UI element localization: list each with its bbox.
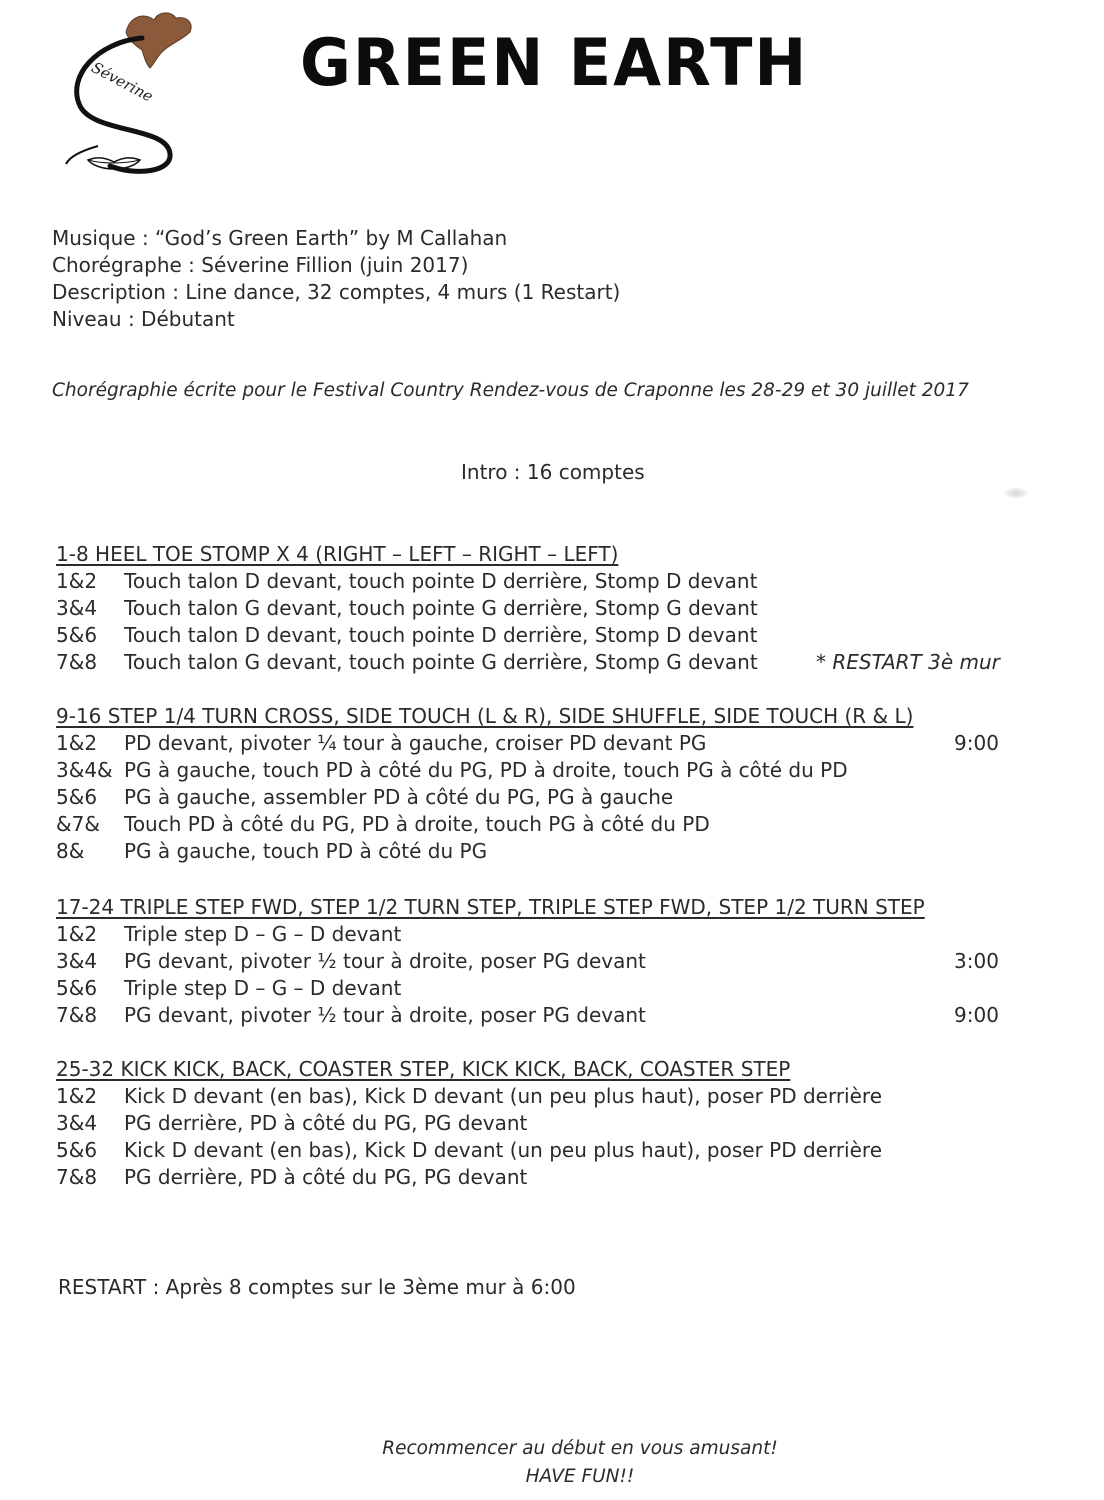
step-row (56, 975, 925, 1002)
step-count: 7&8 (56, 1003, 98, 1027)
step-count: 3&4 (56, 596, 98, 620)
restart-line: RESTART : Après 8 comptes sur le 3ème mur à 6:00 (58, 1275, 576, 1299)
music-line: Musique : “God’s Green Earth” by M Callahan (52, 226, 508, 250)
step-count: 3&4 (56, 1111, 98, 1135)
section-title: 9-16 STEP 1/4 TURN CROSS, SIDE TOUCH (L & R), SIDE SHUFFLE, SIDE TOUCH (R & L) (56, 704, 914, 728)
step-text: Touch talon D devant, touch pointe D derrière, Stomp D devant (124, 569, 758, 593)
section-title: 25-32 KICK KICK, BACK, COASTER STEP, KICK KICK, BACK, COASTER STEP (56, 1057, 791, 1081)
wall-direction: 3:00 (954, 949, 999, 973)
step-count: 1&2 (56, 569, 98, 593)
step-count: 1&2 (56, 922, 98, 946)
step-text: Kick D devant (en bas), Kick D devant (un peu plus haut), poser PD derrière (124, 1138, 883, 1162)
logo (58, 6, 200, 196)
step-count: 8& (56, 839, 85, 863)
step-text: PG derrière, PD à côté du PG, PG devant (124, 1111, 528, 1135)
step-row (56, 1137, 883, 1164)
step-row (56, 1083, 883, 1110)
step-row (56, 1110, 790, 1137)
step-count: 1&2 (56, 731, 98, 755)
step-text: Touch talon D devant, touch pointe D derrière, Stomp D devant (124, 623, 758, 647)
step-text: PG à gauche, touch PD à côté du PG, PD à droite, touch PG à côté du PD (124, 758, 848, 782)
dance-info (52, 225, 620, 333)
step-text: PG devant, pivoter ½ tour à droite, poser PG devant (124, 1003, 646, 1027)
section-9-16 (56, 703, 999, 865)
section-17-24 (56, 894, 999, 1029)
section-title: 17-24 TRIPLE STEP FWD, STEP 1/2 TURN STEP, TRIPLE STEP FWD, STEP 1/2 TURN STEP (56, 895, 925, 919)
signature: Séverine (88, 58, 157, 106)
step-row (56, 730, 999, 757)
step-row (56, 568, 758, 595)
step-count: 5&6 (56, 1138, 98, 1162)
step-row (56, 1164, 790, 1191)
wall-direction: 9:00 (954, 731, 999, 755)
intro-line: Intro : 16 comptes (461, 460, 645, 484)
step-text: Kick D devant (en bas), Kick D devant (un peu plus haut), poser PD derrière (124, 1084, 883, 1108)
step-row (56, 1002, 999, 1029)
section-title: 1-8 HEEL TOE STOMP X 4 (RIGHT – LEFT – RIGHT – LEFT) (56, 542, 619, 566)
step-row (56, 838, 913, 865)
have-fun-line: HAVE FUN!! (525, 1466, 635, 1487)
description-line: Description : Line dance, 32 comptes, 4 murs (1 Restart) (52, 280, 621, 304)
step-count: 5&6 (56, 976, 98, 1000)
step-text: PG devant, pivoter ½ tour à droite, poser PG devant (124, 949, 646, 973)
scan-smudge (1005, 488, 1027, 498)
section-1-8 (56, 541, 1000, 676)
step-count: 7&8 (56, 650, 98, 674)
step-row (56, 811, 913, 838)
section-25-32 (56, 1056, 883, 1191)
document-title: GREEN EARTH (300, 24, 809, 101)
step-row (56, 757, 913, 784)
step-count: &7& (56, 812, 100, 836)
step-text: Triple step D – G – D devant (124, 922, 402, 946)
step-text: Touch PD à côté du PG, PD à droite, touch PG à côté du PD (124, 812, 710, 836)
closing-line: Recommencer au début en vous amusant! (382, 1438, 778, 1459)
step-count: 7&8 (56, 1165, 98, 1189)
step-text: PG à gauche, touch PD à côté du PG (124, 839, 488, 863)
choreographer-line: Chorégraphe : Séverine Fillion (juin 2017) (52, 253, 469, 277)
step-text: Touch talon G devant, touch pointe G derrière, Stomp G devant (124, 650, 758, 674)
step-text: PG derrière, PD à côté du PG, PG devant (124, 1165, 528, 1189)
step-text: PD devant, pivoter ¼ tour à gauche, croiser PD devant PG (124, 731, 707, 755)
step-row (56, 595, 758, 622)
restart-note: * RESTART 3è mur (816, 650, 1000, 674)
step-row (56, 948, 999, 975)
step-count: 3&4 (56, 949, 98, 973)
step-count: 5&6 (56, 785, 98, 809)
step-count: 1&2 (56, 1084, 98, 1108)
step-count: 5&6 (56, 623, 98, 647)
step-text: Triple step D – G – D devant (124, 976, 402, 1000)
written-for-note: Chorégraphie écrite pour le Festival Country Rendez-vous de Craponne les 28-29 et 30 juillet 2017 (52, 380, 969, 401)
step-row (56, 649, 1000, 676)
step-text: PG à gauche, assembler PD à côté du PG, PG à gauche (124, 785, 674, 809)
level-line: Niveau : Débutant (52, 307, 235, 331)
step-count: 3&4& (56, 758, 113, 782)
step-row (56, 784, 913, 811)
step-text: Touch talon G devant, touch pointe G derrière, Stomp G devant (124, 596, 758, 620)
severine-logo-graphic (58, 6, 200, 196)
step-row (56, 921, 925, 948)
step-row (56, 622, 758, 649)
wall-direction: 9:00 (954, 1003, 999, 1027)
